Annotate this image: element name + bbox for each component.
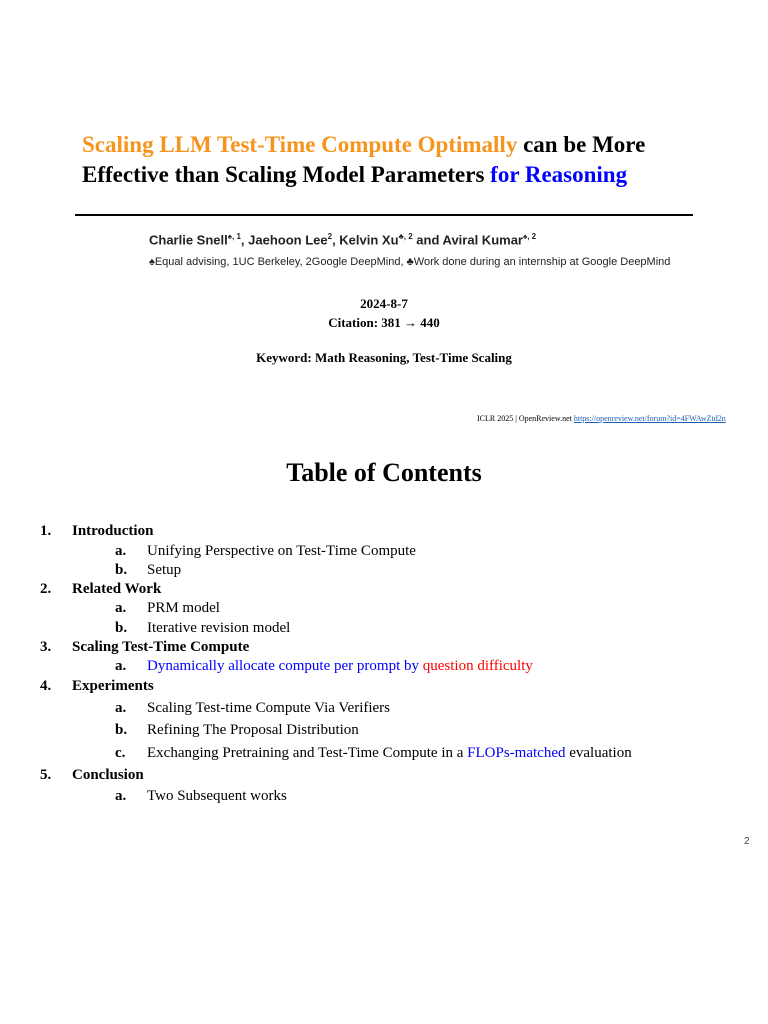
toc-number: 5. xyxy=(40,767,52,783)
publication-date: 2024-8-7 xyxy=(360,296,408,311)
toc-letter: c. xyxy=(115,745,126,761)
toc-letter: b. xyxy=(115,722,128,738)
toc-number: 1. xyxy=(40,523,52,539)
author-name: , Jaehoon Lee xyxy=(240,232,328,248)
toc-number: 4. xyxy=(40,678,52,694)
author-affil-mark: 2 xyxy=(327,232,333,241)
toc-sublabel-part: Exchanging Pretraining and Test-Time Compute in a xyxy=(147,745,468,761)
toc-sublabel: Unifying Perspective on Test-Time Compute xyxy=(147,543,416,559)
authors-block xyxy=(145,224,671,276)
author-name: Charlie Snell xyxy=(149,232,228,248)
toc-letter: a. xyxy=(115,658,127,674)
keywords: Keyword: Math Reasoning, Test-Time Scaling xyxy=(256,350,512,365)
toc-sublabel xyxy=(147,745,632,762)
toc-letter: b. xyxy=(115,562,128,578)
toc-sublabel xyxy=(147,658,533,675)
toc-number: 2. xyxy=(40,581,52,597)
author-name: and Aviral Kumar xyxy=(412,232,523,248)
toc-label: Introduction xyxy=(72,523,154,539)
author-affil-mark: ♠, 2 xyxy=(522,232,537,241)
toc-label: Experiments xyxy=(72,678,154,694)
author-list xyxy=(149,232,536,247)
venue-line xyxy=(477,414,726,423)
toc-sublabel: PRM model xyxy=(147,600,220,616)
toc-sublabel: Scaling Test-time Compute Via Verifiers xyxy=(147,700,391,716)
toc-sublabel: Iterative revision model xyxy=(147,620,291,636)
toc-letter: a. xyxy=(115,600,127,616)
toc-label: Scaling Test-Time Compute xyxy=(72,639,250,655)
title-divider xyxy=(75,214,693,216)
author-affil-mark: ♠, 1 xyxy=(227,232,241,241)
author-affil-mark: ♣, 2 xyxy=(398,232,413,241)
affiliations: ♠Equal advising, 1UC Berkeley, 2Google DeepMind, ♣Work done during an internship at Google DeepMind xyxy=(149,256,671,268)
highlight-blue-text: Dynamically allocate compute per prompt by xyxy=(147,658,423,674)
title-middle: can be More Effective than Scaling Model Parameters xyxy=(82,132,646,187)
page-number: 2 xyxy=(744,836,750,847)
toc-label: Conclusion xyxy=(72,767,144,783)
toc-number: 3. xyxy=(40,639,52,655)
openreview-link[interactable]: https://openreview.net/forum?id=4FWAwZtd2n xyxy=(573,414,726,423)
toc-sublabel-part: evaluation xyxy=(565,745,632,761)
toc-label: Related Work xyxy=(72,581,162,597)
toc-letter: a. xyxy=(115,543,127,559)
toc-letter: a. xyxy=(115,700,127,716)
toc-sublabel: Setup xyxy=(147,562,182,578)
highlight-red-text: question difficulty xyxy=(422,658,533,674)
paper-title xyxy=(82,130,722,190)
toc-letter: b. xyxy=(115,620,128,636)
toc-sublabel: Two Subsequent works xyxy=(147,788,287,804)
title-highlight-orange: Scaling LLM Test-Time Compute Optimally xyxy=(82,132,518,157)
author-name: , Kelvin Xu xyxy=(332,232,399,248)
toc-letter: a. xyxy=(115,788,127,804)
toc-heading: Table of Contents xyxy=(286,458,482,487)
toc-sublabel: Refining The Proposal Distribution xyxy=(147,722,359,738)
venue-label: ICLR 2025 | OpenReview.net xyxy=(477,414,574,423)
title-highlight-blue: for Reasoning xyxy=(490,162,628,187)
citation-count: Citation: 381 → 440 xyxy=(328,315,440,330)
highlight-blue-text: FLOPs-matched xyxy=(467,745,566,761)
